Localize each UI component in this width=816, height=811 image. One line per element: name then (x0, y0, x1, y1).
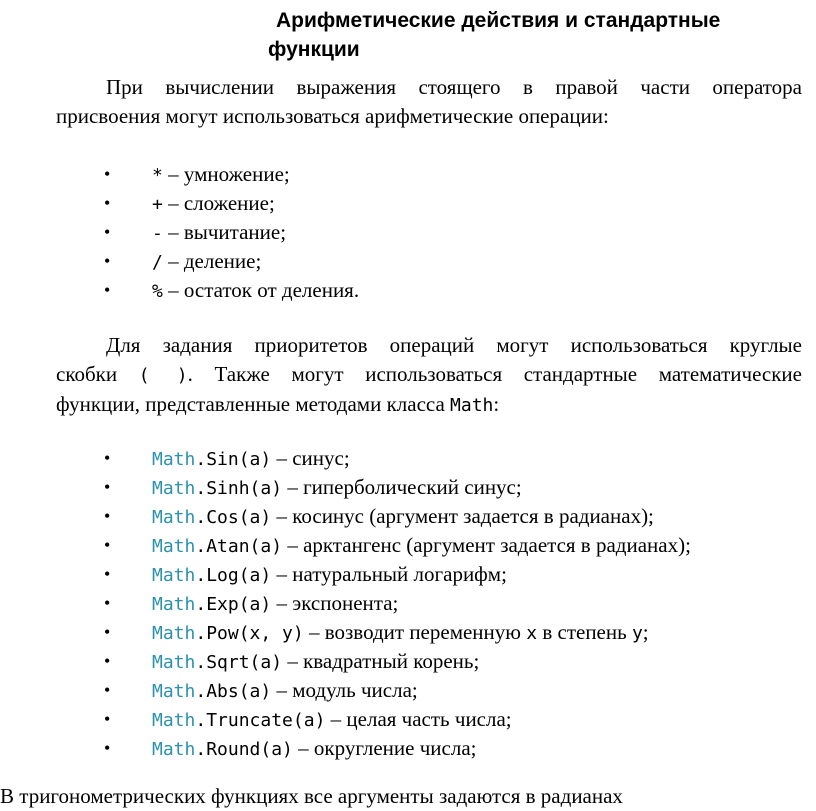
list-item (0, 160, 816, 189)
math-class: Math (152, 565, 196, 586)
math-class: Math (152, 652, 196, 673)
bullet-icon: • (104, 593, 111, 613)
bullet-icon: • (104, 164, 111, 184)
function-call: .Cos(a) (195, 507, 272, 528)
list-item (0, 560, 816, 589)
function-desc: – квадратный корень; (282, 649, 480, 673)
function-call: .Exp(a) (195, 594, 272, 615)
function-desc: – экспонента; (271, 591, 399, 615)
list-item (0, 444, 816, 473)
operator-symbol: % (152, 281, 163, 302)
operator-desc: – вычитание; (162, 220, 287, 244)
intro-paragraph (56, 73, 802, 131)
function-desc: – гиперболический синус; (282, 475, 522, 499)
list-item (0, 247, 816, 276)
operator-desc: – умножение; (162, 162, 290, 186)
math-class: Math (152, 478, 196, 499)
bullet-icon: • (104, 251, 111, 271)
footer-note: В тригонометрических функциях все аргументы задаются в радианах (0, 784, 623, 808)
operations-list (0, 160, 816, 305)
variable-x: x (526, 623, 538, 644)
operator-symbol: + (152, 194, 163, 215)
title-line-1: Арифметические действия и стандартные (276, 9, 721, 32)
list-item (0, 473, 816, 502)
math-class: Math (152, 594, 196, 615)
function-call: .Abs(a) (195, 681, 272, 702)
intro-line-2: присвоения могут использоваться арифметические операции: (56, 104, 609, 128)
function-desc: – натуральный логарифм; (271, 562, 507, 586)
functions-list (0, 444, 816, 763)
title-line-2: функции (268, 38, 360, 61)
bullet-icon: • (104, 535, 111, 555)
function-call: .Sinh(a) (195, 478, 283, 499)
math-class: Math (152, 536, 196, 557)
list-item: • Math.Pow(x, y) – возводит переменную x в степень y; (0, 618, 816, 647)
priority-line-1: Для задания приоритетов операций могут использоваться круглые (106, 333, 802, 357)
bullet-icon: • (104, 280, 111, 300)
math-class: Math (152, 449, 196, 470)
function-desc: – округление числа; (292, 736, 477, 760)
function-call: .Pow(x, y) (195, 623, 304, 644)
list-item (0, 734, 816, 763)
list-item (0, 502, 816, 531)
bullet-icon: • (104, 448, 111, 468)
list-item (0, 676, 816, 705)
priority-line-2: скобки ( ). Также могут использоваться стандартные математические (56, 362, 802, 386)
operator-desc: – сложение; (162, 191, 275, 215)
operator-desc: – деление; (162, 249, 262, 273)
operator-symbol: * (152, 165, 163, 186)
bullet-icon: • (104, 651, 111, 671)
function-desc: – арктангенс (аргумент задается в радианах); (282, 533, 691, 557)
list-item (0, 647, 816, 676)
list-item (0, 531, 816, 560)
function-desc: – косинус (аргумент задается в радианах); (271, 504, 654, 528)
function-desc: – возводит переменную (303, 620, 527, 644)
bullet-icon: • (104, 506, 111, 526)
function-call: .Truncate(a) (195, 710, 326, 731)
list-item (0, 189, 816, 218)
math-class: Math (152, 623, 196, 644)
function-call: .Log(a) (195, 565, 272, 586)
bullet-icon: • (104, 709, 111, 729)
operator-desc: – остаток от деления. (162, 278, 360, 302)
math-class: Math (152, 710, 196, 731)
bullet-icon: • (104, 564, 111, 584)
bullet-icon: • (104, 222, 111, 242)
priority-paragraph (56, 331, 802, 420)
function-call: .Round(a) (195, 739, 293, 760)
list-item (0, 276, 816, 305)
intro-line-1: При вычислении выражения стоящего в правой части оператора (106, 75, 802, 99)
bullet-icon: • (104, 477, 111, 497)
list-item (0, 589, 816, 618)
function-call: .Sqrt(a) (195, 652, 283, 673)
math-class: Math (152, 681, 196, 702)
math-class: Math (152, 507, 196, 528)
bullet-icon: • (104, 193, 111, 213)
bullet-icon: • (104, 738, 111, 758)
function-desc: – синус; (271, 446, 350, 470)
parentheses-code: ( ) (138, 365, 188, 386)
operator-symbol: / (152, 252, 163, 273)
variable-y: y (631, 623, 643, 644)
operator-symbol: - (152, 223, 163, 244)
math-class: Math (152, 739, 196, 760)
function-desc: – модуль числа; (271, 678, 418, 702)
math-class-code: Math (450, 395, 494, 416)
function-desc: – целая часть числа; (325, 707, 512, 731)
bullet-icon: • (104, 680, 111, 700)
list-item (0, 218, 816, 247)
bullet-icon: • (104, 622, 111, 642)
function-call: .Atan(a) (195, 536, 283, 557)
priority-line-3: функции, представленные методами класса Math: (56, 392, 500, 416)
function-call: .Sin(a) (195, 449, 272, 470)
list-item (0, 705, 816, 734)
